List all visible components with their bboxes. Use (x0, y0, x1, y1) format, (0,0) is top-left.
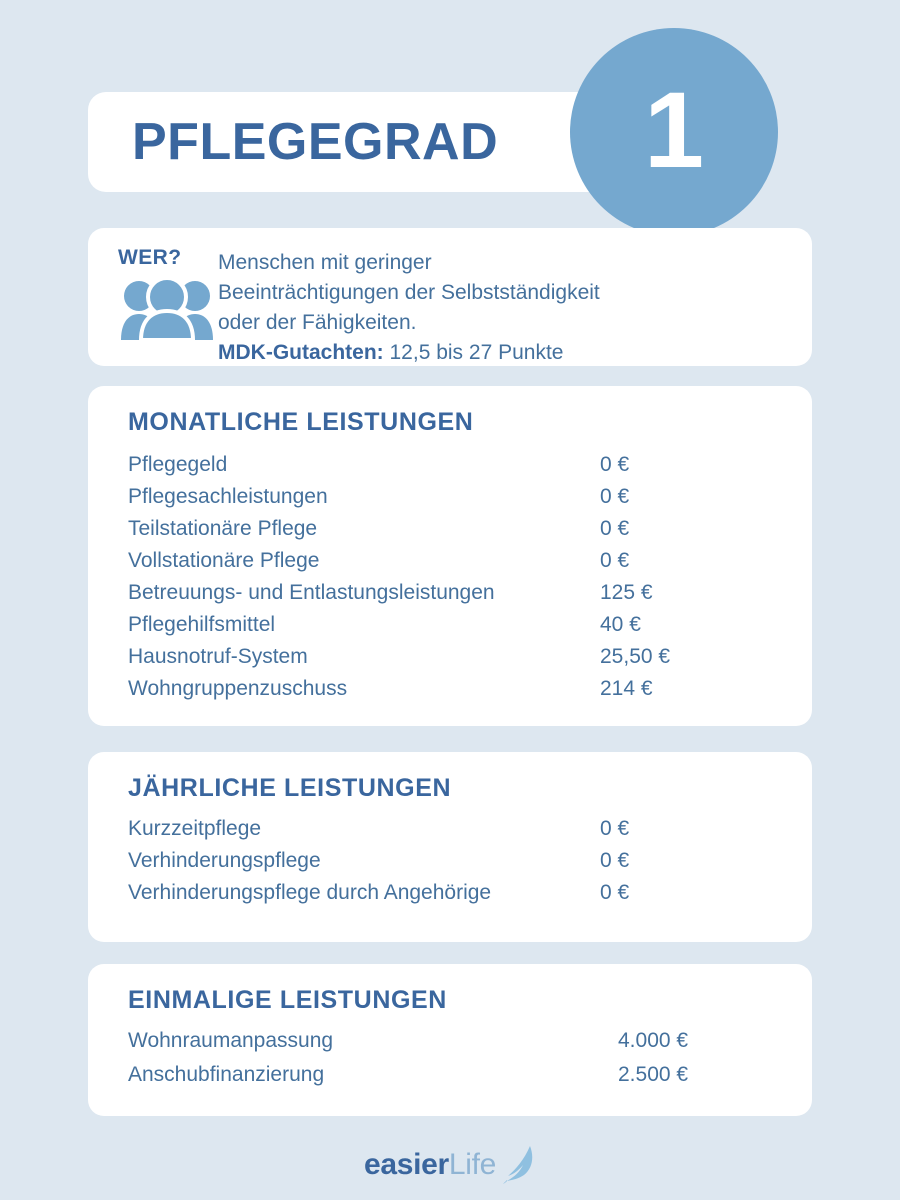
benefit-label: Wohnraumanpassung (128, 1029, 334, 1052)
header (0, 0, 900, 240)
benefit-rows-onetime (88, 1015, 812, 1097)
who-line-1: Menschen mit geringer (218, 251, 432, 274)
table-row (128, 613, 812, 645)
benefit-label: Pflegehilfsmittel (128, 613, 276, 636)
table-row (128, 549, 812, 581)
benefit-value: 0 € (600, 485, 630, 508)
benefit-label: Wohngruppenzuschuss (128, 677, 348, 700)
benefit-value: 0 € (600, 549, 630, 572)
benefit-label: Kurzzeitpflege (128, 817, 262, 840)
benefit-value: 0 € (600, 453, 630, 476)
benefit-label: Pflegegeld (128, 453, 228, 476)
benefit-label: Anschubfinanzierung (128, 1063, 325, 1086)
benefit-label: Teilstationäre Pflege (128, 517, 318, 540)
care-grade-badge (570, 28, 778, 236)
benefit-label: Vollstationäre Pflege (128, 549, 320, 572)
benefit-label: Verhinderungspflege (128, 849, 321, 872)
benefit-value: 2.500 € (618, 1063, 689, 1086)
benefit-label: Betreuungs- und Entlastungsleistungen (128, 581, 495, 604)
benefit-rows-monthly (88, 437, 812, 709)
who-line-2: Beeinträchtigungen der Selbstständigkeit (218, 281, 600, 304)
benefit-label: Hausnotruf-System (128, 645, 308, 668)
brand-logo (364, 1140, 536, 1189)
benefit-value: 214 € (600, 677, 653, 700)
who-label: WER? (118, 246, 182, 269)
section-title-onetime: EINMALIGE LEISTUNGEN (128, 986, 447, 1014)
table-row (128, 1063, 812, 1097)
table-row (128, 677, 812, 709)
benefit-value: 4.000 € (618, 1029, 689, 1052)
logo-text-primary: easier (363, 1147, 449, 1181)
assessment-value: 12,5 bis 27 Punkte (389, 341, 564, 364)
section-onetime-benefits (88, 964, 812, 1116)
assessment-label: MDK-Gutachten: (218, 341, 384, 364)
benefit-value: 0 € (600, 817, 630, 840)
table-row (128, 645, 812, 677)
table-row (128, 453, 812, 485)
benefit-value: 0 € (600, 881, 630, 904)
section-monthly-benefits (88, 386, 812, 726)
table-row (128, 517, 812, 549)
benefit-value: 0 € (600, 849, 630, 872)
care-grade-number: 1 (643, 69, 705, 190)
who-left-column (88, 246, 218, 368)
table-row (128, 581, 812, 613)
who-line-3: oder der Fähigkeiten. (218, 311, 417, 334)
benefit-value: 0 € (600, 517, 630, 540)
logo-text-secondary: Life (448, 1147, 497, 1181)
table-row (128, 849, 812, 881)
section-title-monthly: MONATLICHE LEISTUNGEN (128, 408, 474, 436)
who-card (88, 228, 812, 366)
table-row (128, 485, 812, 517)
footer (0, 1140, 900, 1189)
table-row (128, 1029, 812, 1063)
page-title: PFLEGEGRAD (132, 113, 499, 171)
benefit-value: 40 € (600, 613, 641, 636)
benefit-label: Pflegesachleistungen (128, 485, 328, 508)
feather-icon (502, 1144, 536, 1189)
benefit-value: 125 € (600, 581, 653, 604)
people-group-icon (121, 278, 218, 345)
who-description (218, 246, 600, 368)
table-row (128, 817, 812, 849)
section-yearly-benefits (88, 752, 812, 942)
table-row (128, 881, 812, 913)
section-title-yearly: JÄHRLICHE LEISTUNGEN (128, 774, 452, 802)
assessment-line (218, 338, 600, 368)
benefit-label: Verhinderungspflege durch Angehörige (128, 881, 492, 904)
benefit-rows-yearly (88, 803, 812, 913)
benefit-value: 25,50 € (600, 645, 671, 668)
